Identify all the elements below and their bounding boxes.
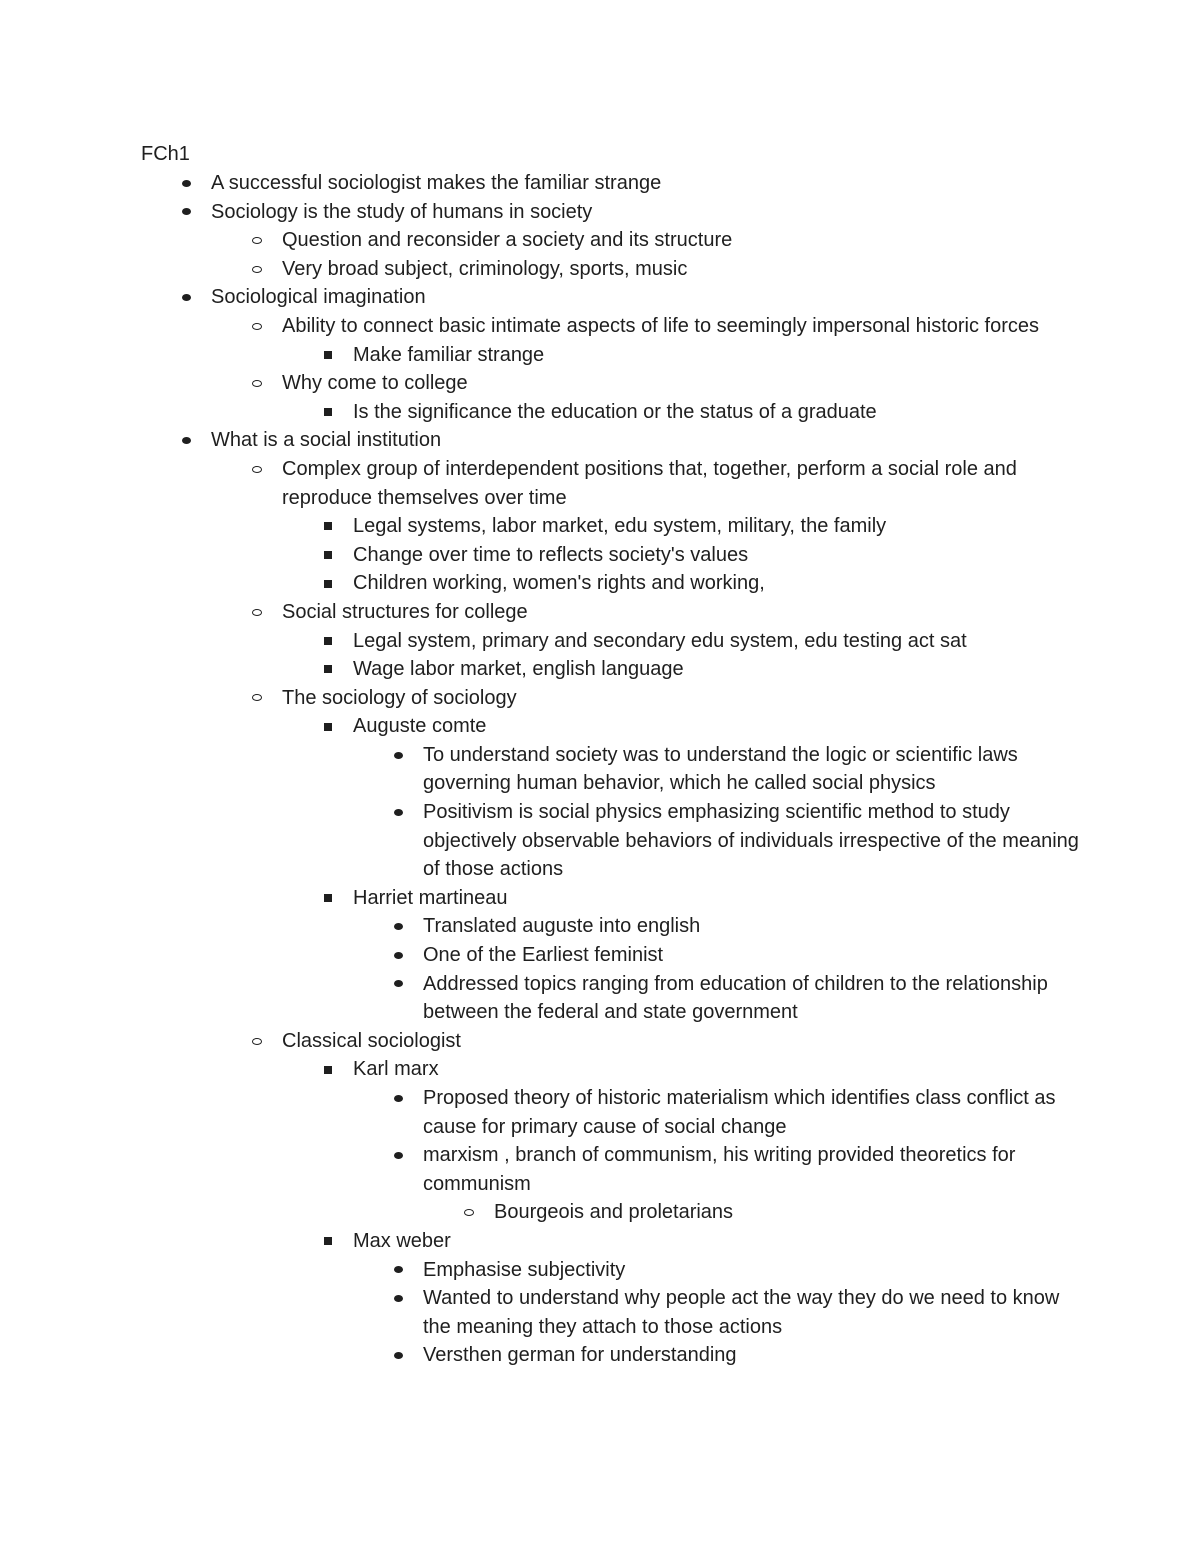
outline-text: Ability to connect basic intimate aspects of life to seemingly impersonal historic forces — [282, 314, 1040, 337]
bullet-square-icon — [318, 512, 338, 541]
outline-sublist — [141, 512, 1081, 598]
outline-sublist — [141, 1198, 1081, 1227]
outline-text: Classical sociologist — [282, 1029, 461, 1052]
outline-text: Is the significance the education or the status of a graduate — [353, 400, 877, 423]
outline-text: Emphasise subjectivity — [423, 1258, 626, 1281]
outline-row — [141, 941, 1081, 970]
bullet-circle-icon — [459, 1198, 479, 1227]
outline-item-level-3 — [141, 541, 1081, 570]
outline-item-level-1 — [141, 198, 1081, 284]
bullet-circle-icon — [247, 455, 267, 484]
outline-item-level-3 — [141, 569, 1081, 598]
outline-text: Max weber — [353, 1229, 451, 1252]
bullet-square-icon — [318, 398, 338, 427]
outline-item-level-2 — [141, 684, 1081, 1027]
outline-item-level-2 — [141, 312, 1081, 369]
outline-item-level-4 — [141, 1341, 1081, 1370]
outline-item-level-5 — [141, 1198, 1081, 1227]
outline-item-level-1 — [141, 283, 1081, 426]
outline-row — [141, 569, 1081, 598]
outline-row — [141, 369, 1081, 398]
bullet-disc-icon — [388, 798, 408, 827]
outline-item-level-1 — [141, 426, 1081, 1370]
bullet-disc-icon — [388, 1341, 408, 1370]
outline-item-level-4 — [141, 1256, 1081, 1285]
bullet-square-icon — [318, 1055, 338, 1084]
outline-text: Children working, women's rights and working, — [353, 572, 765, 595]
outline-row — [141, 598, 1081, 627]
outline-text: Wage labor market, english language — [353, 658, 684, 681]
outline-text: The sociology of sociology — [282, 686, 517, 709]
outline-text: Translated auguste into english — [423, 915, 701, 938]
outline-row — [141, 341, 1081, 370]
outline-row — [141, 255, 1081, 284]
bullet-circle-icon — [247, 598, 267, 627]
bullet-square-icon — [318, 341, 338, 370]
bullet-square-icon — [318, 1227, 338, 1256]
outline-row — [141, 455, 1081, 512]
bullet-disc-icon — [176, 198, 196, 227]
outline-text: Legal system, primary and secondary edu system, edu testing act sat — [353, 629, 967, 652]
bullet-square-icon — [318, 569, 338, 598]
outline-row — [141, 1027, 1081, 1056]
outline-sublist — [141, 226, 1081, 283]
bullet-circle-icon — [247, 226, 267, 255]
bullet-disc-icon — [176, 169, 196, 198]
outline-text: Positivism is social physics emphasizing scientific method to study objectively observable behaviors of individuals irrespective of the meaning of those actions — [423, 801, 1079, 881]
outline-text: Why come to college — [282, 372, 468, 395]
outline-row — [141, 226, 1081, 255]
outline-text: Change over time to reflects society's values — [353, 543, 749, 566]
outline-row — [141, 884, 1081, 913]
outline-row — [141, 512, 1081, 541]
outline-item-level-2 — [141, 598, 1081, 684]
outline-text: Karl marx — [353, 1058, 439, 1081]
outline-text: Sociology is the study of humans in society — [211, 200, 593, 223]
outline-row — [141, 912, 1081, 941]
outline-text: Auguste comte — [353, 715, 487, 738]
bullet-circle-icon — [247, 369, 267, 398]
outline-row — [141, 426, 1081, 455]
document-page — [141, 140, 1081, 1370]
outline-text: Proposed theory of historic materialism which identifies class conflict as cause for primary cause of social change — [423, 1087, 1056, 1138]
outline-text: Versthen german for understanding — [423, 1344, 737, 1367]
outline-text: Bourgeois and proletarians — [494, 1201, 734, 1224]
bullet-square-icon — [318, 541, 338, 570]
bullet-circle-icon — [247, 684, 267, 713]
outline-sublist — [141, 1055, 1081, 1370]
bullet-disc-icon — [388, 970, 408, 999]
outline-item-level-4 — [141, 741, 1081, 798]
bullet-square-icon — [318, 712, 338, 741]
bullet-disc-icon — [176, 426, 196, 455]
outline-row — [141, 1198, 1081, 1227]
outline-item-level-3 — [141, 398, 1081, 427]
outline-item-level-2 — [141, 369, 1081, 426]
outline-text: A successful sociologist makes the familiar strange — [211, 172, 662, 194]
outline-row — [141, 712, 1081, 741]
outline-item-level-3 — [141, 627, 1081, 656]
outline-item-level-4 — [141, 970, 1081, 1027]
outline-row — [141, 1055, 1081, 1084]
outline-item-level-3 — [141, 512, 1081, 541]
outline-item-level-2 — [141, 255, 1081, 284]
outline-row — [141, 1256, 1081, 1285]
outline-sublist — [141, 712, 1081, 1027]
outline-item-level-3 — [141, 655, 1081, 684]
outline-item-level-3 — [141, 1227, 1081, 1370]
outline-row — [141, 1141, 1081, 1198]
outline-sublist — [141, 455, 1081, 1370]
outline-row — [141, 1341, 1081, 1370]
outline-sublist — [141, 912, 1081, 1026]
bullet-circle-icon — [247, 312, 267, 341]
outline-row — [141, 198, 1081, 227]
outline-sublist — [141, 1256, 1081, 1370]
outline-item-level-4 — [141, 1284, 1081, 1341]
outline-text: Legal systems, labor market, edu system, military, the family — [353, 515, 887, 538]
outline-text: marxism , branch of communism, his writing provided theoretics for communism — [423, 1144, 1016, 1195]
outline-item-level-4 — [141, 912, 1081, 941]
outline-text: Wanted to understand why people act the way they do we need to know the meaning they attach to those actions — [423, 1287, 1060, 1338]
outline-row — [141, 627, 1081, 656]
bullet-disc-icon — [388, 1256, 408, 1285]
outline-text: Very broad subject, criminology, sports, music — [282, 257, 688, 280]
outline-text: To understand society was to understand the logic or scientific laws governing human behavior, which he called social physics — [423, 743, 1018, 795]
outline-row — [141, 283, 1081, 312]
outline-item-level-4 — [141, 798, 1081, 884]
outline-row — [141, 970, 1081, 1027]
outline-row — [141, 1227, 1081, 1256]
outline-text: One of the Earliest feminist — [423, 944, 664, 967]
outline-item-level-4 — [141, 941, 1081, 970]
outline-item-level-4 — [141, 1141, 1081, 1227]
bullet-disc-icon — [388, 1084, 408, 1113]
outline-item-level-4 — [141, 1084, 1081, 1141]
notes-outline — [141, 169, 1081, 1370]
outline-text: Complex group of interdependent positions that, together, perform a social role and reproduce themselves over time — [282, 457, 1017, 509]
outline-text: Sociological imagination — [211, 286, 426, 309]
outline-item-level-3 — [141, 1055, 1081, 1227]
outline-text: Social structures for college — [282, 600, 528, 623]
bullet-disc-icon — [176, 283, 196, 312]
outline-text: Make familiar strange — [353, 343, 545, 366]
outline-row — [141, 798, 1081, 884]
outline-row — [141, 655, 1081, 684]
bullet-square-icon — [318, 884, 338, 913]
outline-item-level-2 — [141, 226, 1081, 255]
outline-row — [141, 741, 1081, 798]
bullet-disc-icon — [388, 941, 408, 970]
outline-item-level-3 — [141, 884, 1081, 1027]
outline-item-level-2 — [141, 1027, 1081, 1370]
bullet-circle-icon — [247, 1027, 267, 1056]
outline-row — [141, 312, 1081, 341]
outline-item-level-1 — [141, 169, 1081, 198]
outline-text: Harriet martineau — [353, 886, 508, 909]
bullet-circle-icon — [247, 255, 267, 284]
bullet-disc-icon — [388, 1141, 408, 1170]
bullet-disc-icon — [388, 912, 408, 941]
bullet-square-icon — [318, 655, 338, 684]
outline-sublist — [141, 312, 1081, 426]
bullet-disc-icon — [388, 1284, 408, 1313]
outline-row — [141, 169, 1081, 198]
outline-text: Question and reconsider a society and its structure — [282, 229, 733, 252]
outline-item-level-3 — [141, 341, 1081, 370]
outline-sublist — [141, 398, 1081, 427]
outline-text: Addressed topics ranging from education of children to the relationship between the federal and state government — [423, 972, 1048, 1024]
outline-item-level-2 — [141, 455, 1081, 598]
document-title: FCh1 — [141, 143, 190, 165]
outline-text: What is a social institution — [211, 429, 442, 452]
outline-row — [141, 1084, 1081, 1141]
bullet-disc-icon — [388, 741, 408, 770]
outline-item-level-3 — [141, 712, 1081, 884]
outline-row — [141, 541, 1081, 570]
outline-sublist — [141, 627, 1081, 684]
outline-row — [141, 398, 1081, 427]
outline-sublist — [141, 741, 1081, 884]
bullet-square-icon — [318, 627, 338, 656]
outline-row — [141, 684, 1081, 713]
outline-row — [141, 1284, 1081, 1341]
outline-sublist — [141, 1084, 1081, 1227]
outline-sublist — [141, 341, 1081, 370]
